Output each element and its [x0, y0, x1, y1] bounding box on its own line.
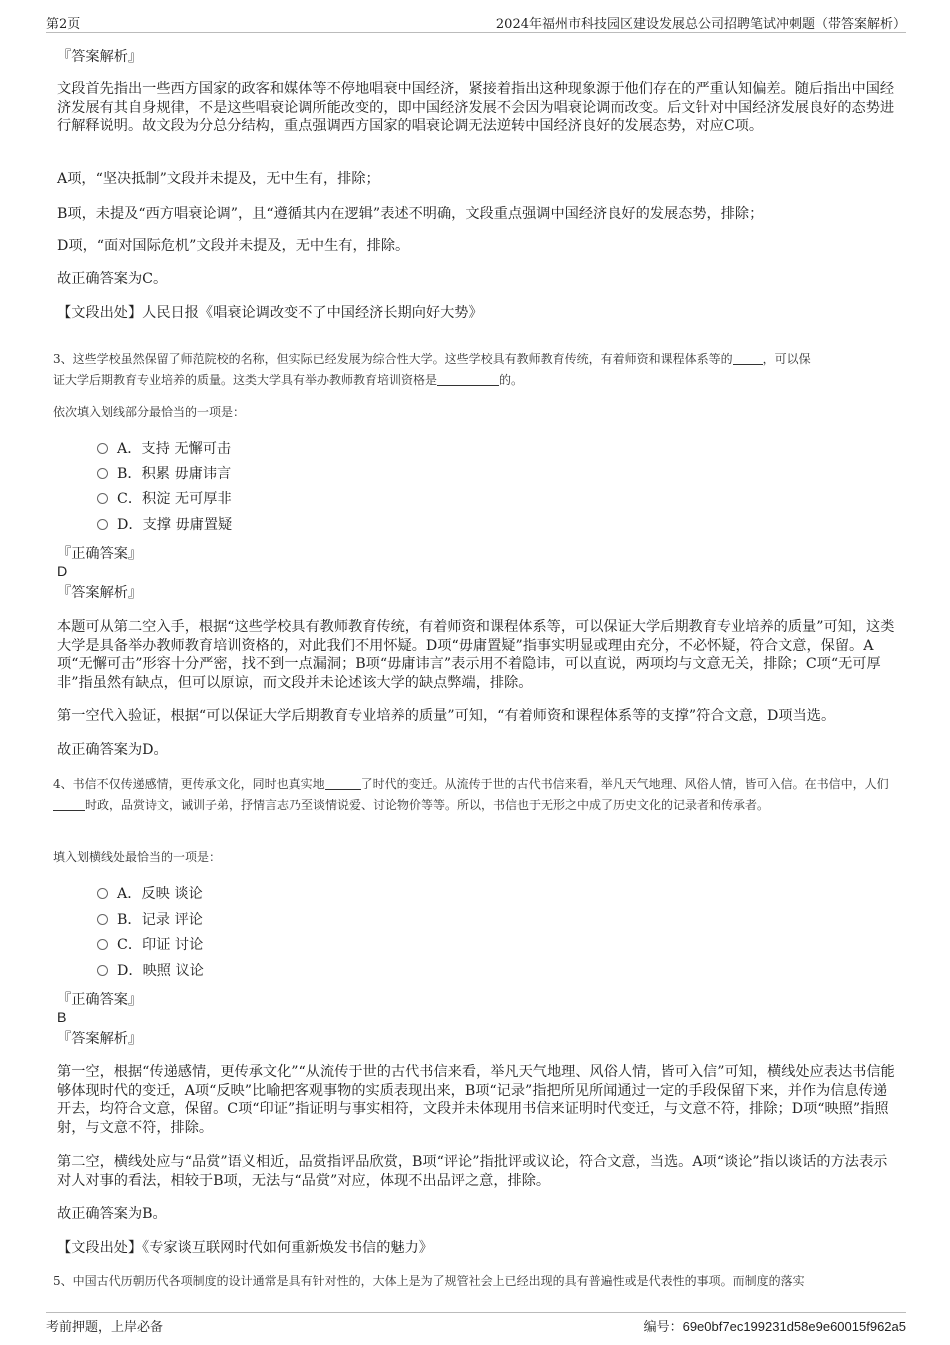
analysis-option-b: B项，未提及“西方唱衰论调”，且“遵循其内在逻辑”表述不明确，文段重点强调中国经济良好的发展态势，排除；: [57, 206, 764, 222]
radio-icon[interactable]: [97, 468, 108, 479]
page-footer: [46, 1312, 906, 1335]
answer-conclusion: 故正确答案为B。: [57, 1206, 167, 1222]
radio-icon[interactable]: [97, 493, 108, 504]
q4-option-a[interactable]: A．反映 谈论: [97, 884, 203, 904]
footer-slogan: 考前押题，上岸必备: [46, 1320, 164, 1335]
source-note: 【文段出处】《专家谈互联网时代如何重新焕发书信的魅力》: [57, 1240, 433, 1256]
correct-answer: D: [57, 564, 68, 580]
q3-option-a[interactable]: A．支持 无懈可击: [97, 439, 231, 459]
analysis-option-d: D项，“面对国际危机”文段并未提及，无中生有，排除。: [57, 238, 410, 254]
analysis-label: 『答案解析』: [57, 49, 143, 65]
analysis-paragraph: 本题可从第二空入手，根据“这些学校具有教师教育传统，有着师资和课程体系等，可以保证大学后期教育专业培养的质量”可知，这类大学是具备举办教师教育培训资格的，对此我们不用怀疑。D项“毋庸置疑”指事实明显或理由充分，不必怀疑，符合文意，保留。A项“无懈可击”形容十分严密，找不到一点漏洞；B项“毋庸讳言”表示用不着隐讳，可以直说，两项均与文意无关，排除；C项“无可厚非”指虽然有缺点，但可以原谅，而文段并未论述该大学的缺点弊端，排除。: [57, 619, 895, 691]
analysis-paragraph: 第一空，根据“传递感情，更传承文化”“从流传于世的古代书信来看，举凡天气地理、风俗人情，皆可入信”可知，横线处应表达书信能够体现时代的变迁，A项“反映”比喻把客观事物的实质表现出来，B项“记录”指把所见所闻通过一定的手段保留下来，并作为信息传递开去，均符合文意，保留。C项“印证”指证明与事实相符，文段并未体现用书信来证明时代变迁，与文意不符，排除；D项“映照”指照射，与文意不符，排除。: [57, 1064, 895, 1136]
radio-icon[interactable]: [97, 965, 108, 976]
correct-answer-label: 『正确答案』: [57, 546, 143, 562]
document-title: 2024年福州市科技园区建设发展总公司招聘笔试冲刺题（带答案解析）: [495, 17, 906, 32]
answer-conclusion: 故正确答案为C。: [57, 271, 168, 287]
question-3-instruction: 依次填入划线部分最恰当的一项是：: [53, 405, 246, 419]
radio-icon[interactable]: [97, 914, 108, 925]
question-4-stem: 4、书信不仅传递感情，更传承文化，同时也真实地 了时代的变迁。从流传于世的古代书信来看，举凡天气地理、风俗人情，皆可入信。在书信中，人们时政，品赏诗文，诫训子弟，抒情言志乃至谈情说爱、讨论物价等等。所以，书信也于无形之中成了历史文化的记录者和传承者。: [53, 777, 889, 812]
analysis-option-a: A项，“坚决抵制”文段并未提及，无中生有，排除；: [57, 171, 380, 187]
correct-answer-label: 『正确答案』: [57, 992, 143, 1008]
q4-option-c[interactable]: C．印证 讨论: [97, 935, 203, 955]
question-5-stem: 5、中国古代历朝历代各项制度的设计通常是具有针对性的，大体上是为了规管社会上已经出现的具有普遍性或是代表性的事项。而制度的落实: [53, 1274, 805, 1288]
radio-icon[interactable]: [97, 939, 108, 950]
q3-option-c[interactable]: C．积淀 无可厚非: [97, 489, 232, 509]
q3-option-b[interactable]: B．积累 毋庸讳言: [97, 464, 231, 484]
radio-icon[interactable]: [97, 443, 108, 454]
page-number: 第2页: [46, 17, 81, 32]
question-4-instruction: 填入划横线处最恰当的一项是：: [53, 850, 222, 864]
correct-answer: B: [57, 1010, 67, 1026]
q4-option-b[interactable]: B．记录 评论: [97, 910, 203, 930]
analysis-paragraph: 第二空，横线处应与“品赏”语义相近，品赏指评品欣赏，B项“评论”指批评或议论，符合文意，当选。A项“谈论”指以谈话的方法表示对人对事的看法，相较于B项，无法与“品赏”对应，体现不出品评之意，排除。: [57, 1154, 888, 1189]
analysis-paragraph: 第一空代入验证，根据“可以保证大学后期教育专业培养的质量”可知，“有着师资和课程体系等的支撑”符合文意，D项当选。: [57, 708, 836, 724]
analysis-paragraph: 文段首先指出一些西方国家的政客和媒体等不停地唱衰中国经济，紧接着指出这种现象源于他们存在的严重认知偏差。随后指出中国经济发展有其自身规律，不是这些唱衰论调所能改变的，即中国经济发展不会因为唱衰论调而改变。后文针对中国经济发展良好的态势进行解释说明。故文段为分总分结构，重点强调西方国家的唱衰论调无法逆转中国经济良好的发展态势，对应C项。: [57, 81, 895, 134]
analysis-label: 『答案解析』: [57, 1031, 143, 1047]
radio-icon[interactable]: [97, 519, 108, 530]
q3-option-d[interactable]: D．支撑 毋庸置疑: [97, 515, 232, 535]
source-note: 【文段出处】人民日报《唱衰论调改变不了中国经济长期向好大势》: [57, 305, 483, 321]
answer-conclusion: 故正确答案为D。: [57, 742, 168, 758]
analysis-label: 『答案解析』: [57, 585, 143, 601]
q4-option-d[interactable]: D．映照 议论: [97, 961, 204, 981]
document-code: 编号：69e0bf7ec199231d58e9e60015f962a5: [643, 1319, 906, 1335]
question-3-stem: 3、这些学校虽然保留了师范院校的名称，但实际已经发展为综合性大学。这些学校具有教师教育传统，有着师资和课程体系等的 ，可以保 证大学后期教育专业培养的质量。这类大学具有举办教师教育培训资格是 的。: [53, 352, 811, 387]
page-header: [46, 10, 906, 33]
radio-icon[interactable]: [97, 888, 108, 899]
